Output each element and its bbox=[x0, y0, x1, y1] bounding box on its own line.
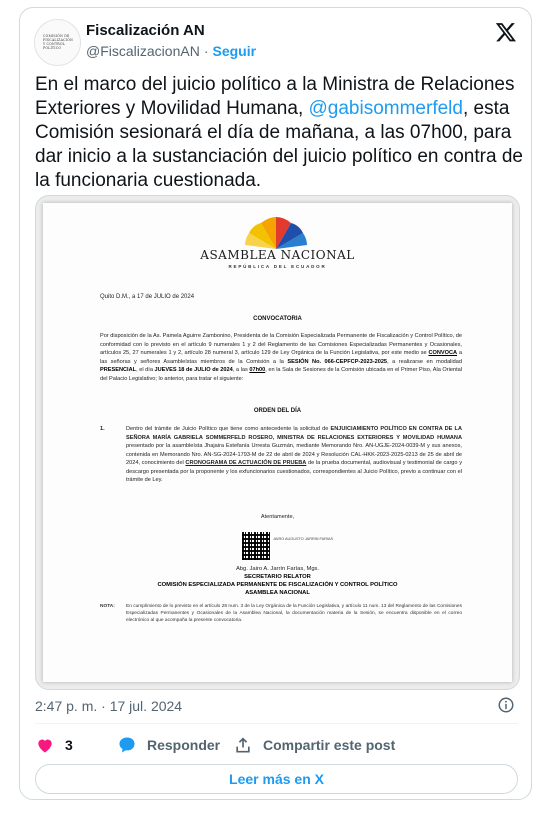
convocatoria-paragraph bbox=[100, 332, 462, 383]
info-icon[interactable] bbox=[497, 696, 515, 714]
tweet-text-part: En el marco del juicio político a la Ministra de Relaciones Exteriores y Movilidad Humana, bbox=[35, 74, 515, 119]
signer-role-text: SECRETARIO RELATOR bbox=[244, 574, 311, 580]
para-presencial: PRESENCIAL bbox=[100, 367, 137, 373]
document-title: ASAMBLEA NACIONAL bbox=[200, 248, 355, 262]
para-fecha: JUEVES 18 de JULIO de 2024 bbox=[154, 367, 233, 373]
para-convoca: CONVOCA bbox=[428, 350, 458, 356]
item-text: Dentro del trámite de Juicio Político que tiene como antecedente la solicitud de bbox=[126, 426, 329, 432]
document-subtitle: REPÚBLICA DEL ECUADOR bbox=[228, 264, 327, 269]
para-text: , el día bbox=[136, 367, 153, 373]
para-text: , en la Sala de Sesiones de la Comisión ubicada en el Primer Piso, Ala Oriental del Palacio Legislativo; lo anterior, para tratar el siguiente: bbox=[100, 367, 462, 382]
signer-name: Abg. Jairo A. Jarrín Farías, Mgs. bbox=[235, 566, 320, 572]
document-date: Quito D.M., a 17 de JULIO de 2024 bbox=[100, 294, 195, 300]
qr-signature-label: JAIRO AUGUSTO JARRIN FARIAS bbox=[273, 537, 334, 541]
reply-button[interactable] bbox=[117, 734, 220, 756]
avatar[interactable] bbox=[34, 19, 81, 66]
para-text: , a las bbox=[232, 367, 248, 373]
para-hora: 07h00 bbox=[249, 367, 266, 373]
document-page bbox=[43, 203, 512, 682]
divider bbox=[35, 723, 518, 724]
nota-block bbox=[100, 603, 462, 624]
x-logo-icon[interactable] bbox=[495, 21, 517, 43]
closing-text: Atentamente, bbox=[260, 514, 295, 520]
nota-text: En cumplimiento de lo previsto en el artículo 28 num. 3 de la Ley Orgánica de la Función Legislativa, y artículo 11 num. 13 del Reglamento de las Comisiones Especializadas Permanentes y Ocasionales de la Asamblea Nacional, la documentación materia de la Sesión, se encuentra disponible en el correo electrónico al que acompaña la presente convocatoria. bbox=[126, 604, 462, 623]
heart-icon bbox=[35, 735, 55, 755]
para-text: Por disposición de la As. Pamela Aguirre Zambonino, Presidenta de la Comisión Especializada Permanente de Fiscalización y Control Político, de conformidad con lo previsto en el artículo 9 numerales 1 y 2 del Reglamento de las Comisiones Especializadas Permanentes y Ocasionales, artículos 25, 27 numerales 1 y 2, artículo 28 numeral 3, artículo 129 de Ley Orgánica de la Función Legislativa, por este medio se bbox=[100, 333, 462, 356]
tweet-timestamp[interactable]: 2:47 p. m. · 17 jul. 2024 bbox=[35, 698, 183, 714]
para-text: , a realizarse en modalidad bbox=[387, 358, 462, 365]
para-sesion: SESIÓN No. 066-CEPFCP-2023-2025 bbox=[287, 358, 388, 365]
tweet-card bbox=[19, 7, 532, 800]
orden-heading: ORDEN DEL DÍA bbox=[253, 408, 302, 414]
nota-label: NOTA: bbox=[100, 604, 115, 609]
account-handle[interactable]: @FiscalizacionAN bbox=[86, 43, 200, 59]
signer-org2-text: ASAMBLEA NACIONAL bbox=[245, 590, 310, 596]
item-bold: ENJUICIAMIENTO POLÍTICO EN CONTRA DE LA SEÑORA MARÍA GABRIELA SOMMERFELD ROSERO, MINISTRA DE RELACIONES EXTERIORES Y MOVILIDAD HUMANA bbox=[126, 426, 462, 441]
handle-row bbox=[86, 43, 256, 59]
follow-button[interactable]: Seguir bbox=[212, 43, 257, 59]
media-image[interactable] bbox=[35, 195, 520, 690]
convocatoria-heading: CONVOCATORIA bbox=[253, 316, 302, 322]
share-upload-icon bbox=[233, 735, 253, 755]
read-more-button[interactable]: Leer más en X bbox=[35, 764, 518, 794]
item-text: presentado por la asambleísta Jhajaira Estefanía Urresta Guzmán, mediante Memorando Nro. AN-UGJE-2024-0039-M y sus anexos, contenida en Memorando Nro. AN-SG-2024-1793-M de 22 de abril de 2024 y Resolución CAL-HKK-2023-2025-0213 de 25 de abril de 2024, conocimiento del bbox=[126, 443, 462, 466]
signer-org bbox=[43, 581, 512, 589]
like-button[interactable] bbox=[35, 734, 73, 756]
item-number: 1. bbox=[100, 426, 105, 432]
mention-link[interactable]: @gabisommerfeld bbox=[308, 98, 463, 119]
orden-item bbox=[100, 425, 462, 485]
tweet-text-part: , esta Comisión sesionará el día de mañana, a las 07h00, para dar inicio a la sustanciación del juicio político en contra de la funcionaria cuestionada. bbox=[35, 98, 523, 191]
share-label: Compartir este post bbox=[263, 737, 396, 753]
signer-org2 bbox=[43, 589, 512, 597]
share-button[interactable] bbox=[233, 734, 395, 756]
tweet-text bbox=[35, 73, 523, 193]
signer-role bbox=[43, 573, 512, 581]
item-crono: CRONOGRAMA DE ACTUACIÓN DE PRUEBA bbox=[185, 460, 307, 466]
item-text: de la prueba documental, audiovisual y testimonial de cargo y descargo presentada por la proponente y los exfuncionarios cuestionados, correspondientes al Juicio Político, previo a continuar con el trámite de Ley. bbox=[126, 460, 462, 483]
like-count: 3 bbox=[65, 737, 73, 753]
separator-dot: · bbox=[203, 43, 209, 59]
avatar-text: COMISIÓN DE FISCALIZACIÓN Y CONTROL POLÍTICO bbox=[43, 34, 73, 50]
para-text: a las señoras y señores Asambleístas miembros de la Comisión a la bbox=[100, 350, 462, 365]
action-bar bbox=[35, 734, 518, 756]
qr-code-icon bbox=[242, 532, 270, 560]
reply-bubble-icon bbox=[117, 735, 137, 755]
account-name[interactable]: Fiscalización AN bbox=[86, 22, 205, 39]
reply-label: Responder bbox=[147, 737, 221, 753]
signer-org-text: COMISIÓN ESPECIALIZADA PERMANENTE DE FISCALIZACIÓN Y CONTROL POLÍTICO bbox=[157, 582, 398, 588]
